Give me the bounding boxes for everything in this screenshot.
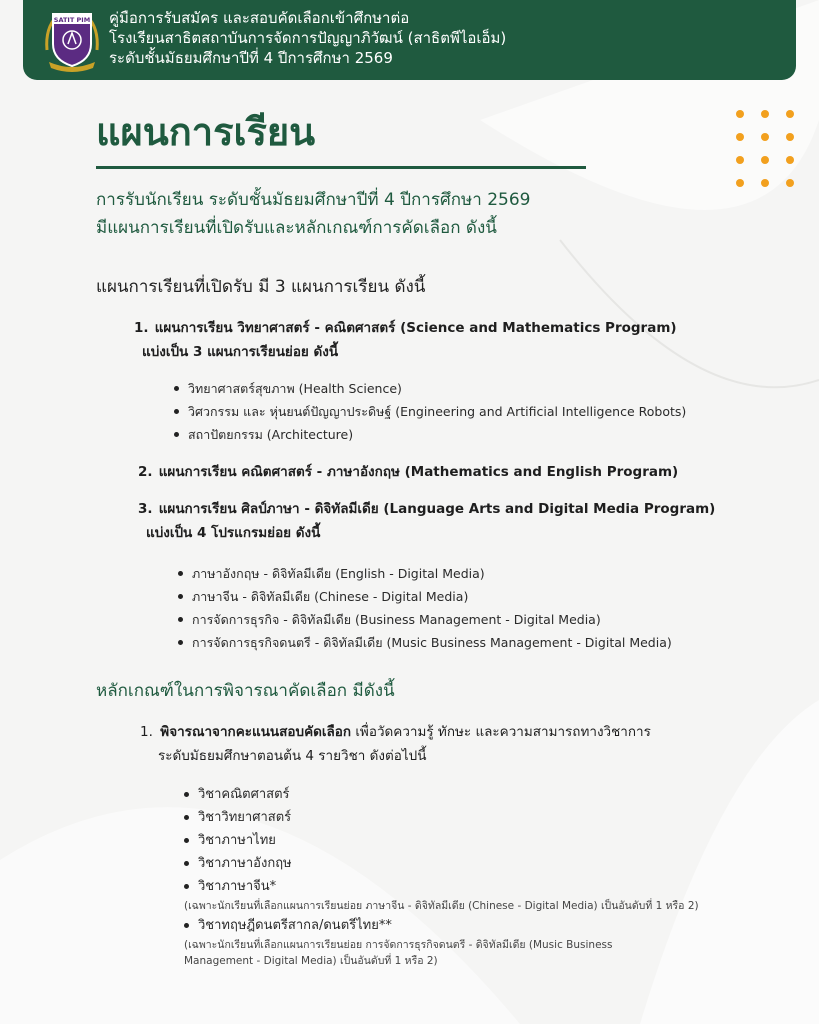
- program-1-subtitle: แบ่งเป็น 3 แผนการเรียนย่อย ดังนี้: [142, 344, 339, 360]
- program-1: [134, 316, 677, 364]
- title-divider: [96, 166, 586, 169]
- list-item: วิทยาศาสตร์สุขภาพ (Health Science): [172, 377, 686, 400]
- list-item: ภาษาอังกฤษ - ดิจิทัลมีเดีย (English - Digital Media): [176, 562, 672, 585]
- criteria-1-number: 1.: [140, 724, 153, 740]
- subject-name: วิชาภาษาไทย: [198, 833, 276, 848]
- criteria-1: [140, 720, 651, 768]
- criteria-1-line-2: ระดับมัธยมศึกษาตอนต้น 4 รายวิชา ดังต่อไปนี้: [158, 748, 427, 764]
- list-item: [182, 806, 699, 829]
- school-logo: [41, 6, 103, 72]
- list-item: สถาปัตยกรรม (Architecture): [172, 423, 686, 446]
- intro-line-2: มีแผนการเรียนที่เปิดรับและหลักเกณฑ์การคัดเลือก ดังนี้: [96, 218, 497, 238]
- program-3-title: แผนการเรียน ศิลป์ภาษา - ดิจิทัลมีเดีย (Language Arts and Digital Media Program): [158, 501, 716, 517]
- list-item: การจัดการธุรกิจ - ดิจิทัลมีเดีย (Business Management - Digital Media): [176, 608, 672, 631]
- header-text: [109, 8, 506, 68]
- logo-text: SATIT PIM: [53, 16, 91, 24]
- program-3-number: 3.: [138, 501, 153, 517]
- subject-note: (เฉพาะนักเรียนที่เลือกแผนการเรียนย่อย การจัดการธุรกิจดนตรี - ดิจิทัลมีเดีย (Music Business: [184, 939, 613, 951]
- intro-text: [96, 186, 530, 242]
- header-line-1: คู่มือการรับสมัคร และสอบคัดเลือกเข้าศึกษาต่อ: [109, 9, 410, 27]
- program-2-title: แผนการเรียน คณิตศาสตร์ - ภาษาอังกฤษ (Mathematics and English Program): [158, 464, 679, 480]
- header-line-3: ระดับชั้นมัธยมศึกษาปีที่ 4 ปีการศึกษา 2569: [109, 49, 393, 67]
- program-1-sublist: [172, 377, 686, 446]
- subject-name: วิชาทฤษฎีดนตรีสากล/ดนตรีไทย**: [198, 918, 392, 933]
- program-1-number: 1.: [134, 320, 149, 336]
- subject-name: วิชาคณิตศาสตร์: [198, 787, 290, 802]
- criteria-1-text: เพื่อวัดความรู้ ทักษะ และความสามารถทางวิชาการ: [351, 724, 651, 740]
- program-3: [138, 497, 715, 545]
- subject-list: [182, 783, 699, 969]
- header-line-2: โรงเรียนสาธิตสถาบันการจัดการปัญญาภิวัฒน์ (สาธิตพีไอเอ็ม): [109, 29, 507, 47]
- list-item: [182, 914, 699, 969]
- subject-note: (เฉพาะนักเรียนที่เลือกแผนการเรียนย่อย ภาษาจีน - ดิจิทัลมีเดีย (Chinese - Digital Media) เป็นอันดับที่ 1 หรือ 2): [184, 900, 699, 912]
- program-2: [138, 460, 678, 484]
- program-2-number: 2.: [138, 464, 153, 480]
- plans-heading: แผนการเรียนที่เปิดรับ มี 3 แผนการเรียน ดังนี้: [96, 277, 426, 297]
- list-item: [182, 875, 699, 914]
- dot-grid-decoration: [732, 106, 798, 192]
- intro-line-1: การรับนักเรียน ระดับชั้นมัธยมศึกษาปีที่ 4 ปีการศึกษา 2569: [96, 190, 531, 210]
- subject-name: วิชาภาษาจีน*: [198, 879, 277, 894]
- list-item: [182, 783, 699, 806]
- program-3-subtitle: แบ่งเป็น 4 โปรแกรมย่อย ดังนี้: [146, 525, 321, 541]
- header-banner: [23, 0, 796, 80]
- list-item: วิศวกรรม และ หุ่นยนต์ปัญญาประดิษฐ์ (Engineering and Artificial Intelligence Robots): [172, 400, 686, 423]
- list-item: ภาษาจีน - ดิจิทัลมีเดีย (Chinese - Digital Media): [176, 585, 672, 608]
- page-title: แผนการเรียน: [96, 110, 316, 154]
- subject-name: วิชาวิทยาศาสตร์: [198, 810, 292, 825]
- list-item: การจัดการธุรกิจดนตรี - ดิจิทัลมีเดีย (Music Business Management - Digital Media): [176, 631, 672, 654]
- program-1-title: แผนการเรียน วิทยาศาสตร์ - คณิตศาสตร์ (Science and Mathematics Program): [154, 320, 677, 336]
- program-3-sublist: [176, 562, 672, 654]
- criteria-1-bold: พิจารณาจากคะแนนสอบคัดเลือก: [160, 724, 352, 740]
- criteria-heading: หลักเกณฑ์ในการพิจารณาคัดเลือก มีดังนี้: [96, 681, 395, 701]
- list-item: [182, 829, 699, 852]
- subject-name: วิชาภาษาอังกฤษ: [198, 856, 292, 871]
- list-item: [182, 852, 699, 875]
- subject-note-continued: Management - Digital Media) เป็นอันดับที่ 1 หรือ 2): [184, 955, 438, 967]
